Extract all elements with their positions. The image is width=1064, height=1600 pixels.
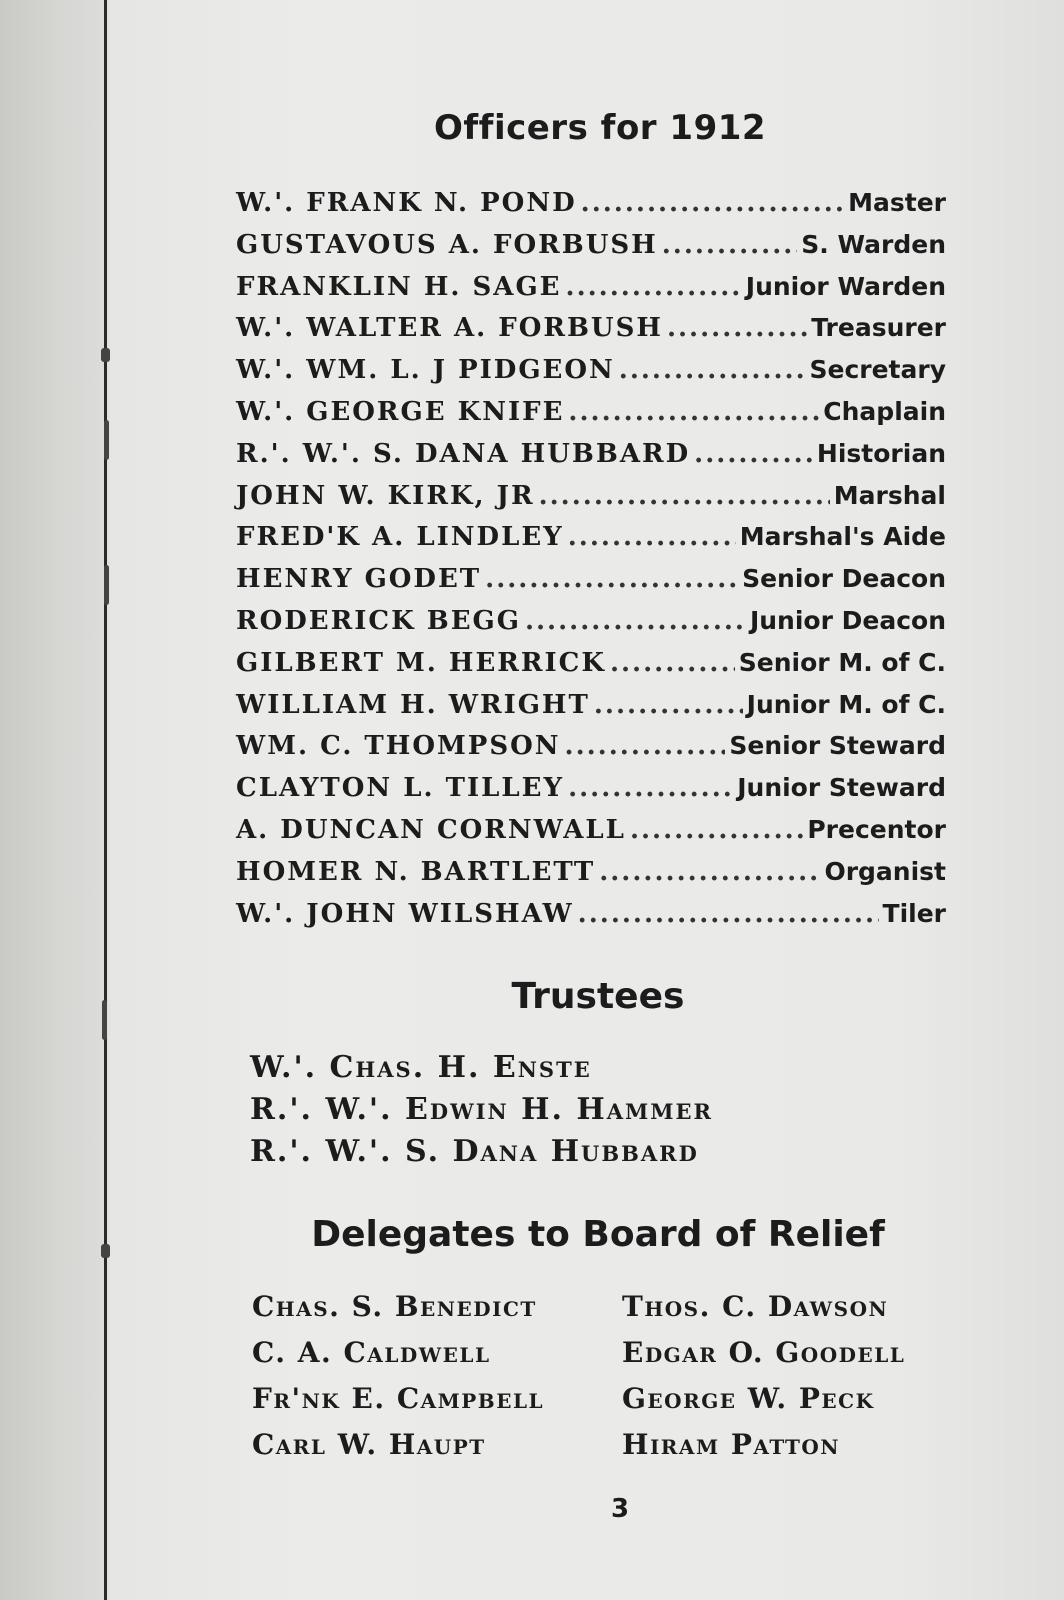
officers-list: [236, 188, 946, 940]
officer-row: [236, 481, 946, 523]
officer-row: [236, 815, 946, 857]
dot-leader: [566, 272, 742, 302]
binding-stitch: [102, 1000, 107, 1040]
officer-title: S. Warden: [801, 229, 946, 259]
officer-title: Marshal's Aide: [739, 522, 946, 552]
trustees-list: [250, 1050, 870, 1176]
officer-title: Tiler: [882, 898, 946, 928]
dot-leader: [662, 230, 798, 260]
officer-title: Chaplain: [823, 396, 946, 426]
officer-title: Master: [848, 188, 946, 217]
delegate-name: C. A. Caldwell: [252, 1336, 491, 1369]
dot-leader: [525, 606, 746, 636]
dot-leader: [610, 648, 735, 678]
officer-name: CLAYTON L. TILLEY: [236, 773, 565, 804]
officer-name: FRANKLIN H. SAGE: [236, 271, 562, 302]
officer-title: Junior Deacon: [749, 605, 946, 635]
officer-title: Marshal: [833, 480, 946, 510]
officer-title: Organist: [824, 856, 946, 886]
officer-row: [236, 773, 946, 815]
dot-leader: [568, 773, 733, 803]
dot-leader: [581, 188, 844, 218]
officer-name: W.'. GEORGE KNIFE: [236, 396, 565, 427]
officer-name: JOHN W. KIRK, JR: [236, 480, 535, 511]
trustee-name: R.'. W.'. S. Dana Hubbard: [250, 1134, 699, 1169]
binding-spine: [104, 0, 107, 1600]
dot-leader: [599, 857, 820, 887]
officer-name: W.'. WALTER A. FORBUSH: [236, 313, 663, 344]
dot-leader: [619, 355, 806, 385]
officer-title: Precentor: [807, 814, 946, 844]
officer-row: [236, 564, 946, 606]
delegates-heading: Delegates to Board of Relief: [311, 1214, 885, 1255]
delegate-name: George W. Peck: [622, 1382, 875, 1415]
delegate-name: Fr'nk E. Campbell: [252, 1382, 545, 1415]
delegate-name: Carl W. Haupt: [252, 1428, 486, 1461]
officer-name: A. DUNCAN CORNWALL: [236, 814, 626, 845]
officer-row: [236, 272, 946, 314]
officer-name: FRED'K A. LINDLEY: [236, 522, 564, 553]
binding-stitch: [104, 565, 109, 605]
dot-leader: [630, 815, 803, 845]
page-title: Officers for 1912: [433, 108, 767, 148]
officer-name: WM. C. THOMPSON: [236, 731, 561, 762]
dot-leader: [594, 690, 743, 720]
officer-row: [236, 648, 946, 690]
dot-leader: [568, 397, 819, 427]
trustee-name: W.'. Chas. H. Enste: [250, 1050, 592, 1085]
officer-title: Senior Steward: [729, 731, 946, 761]
officer-row: [236, 439, 946, 481]
officer-title: Senior Deacon: [742, 564, 946, 594]
officer-title: Treasurer: [811, 313, 946, 343]
officer-row: [236, 522, 946, 564]
officer-row: [236, 899, 946, 941]
officer-name: W.'. FRANK N. POND: [236, 188, 577, 218]
officer-row: [236, 690, 946, 732]
officer-name: GILBERT M. HERRICK: [236, 647, 606, 678]
dot-leader: [565, 731, 726, 761]
officer-row: [236, 355, 946, 397]
officer-name: RODERICK BEGG: [236, 605, 521, 636]
officer-title: Junior M. of C.: [746, 689, 946, 719]
trustees-heading: Trustees: [511, 976, 685, 1017]
officer-name: HOMER N. BARTLETT: [236, 856, 596, 887]
officer-title: Historian: [816, 438, 946, 468]
officer-title: Senior M. of C.: [738, 647, 946, 677]
delegate-name: Chas. S. Benedict: [252, 1290, 537, 1323]
officer-row: [236, 313, 946, 355]
officer-name: R.'. W.'. S. DANA HUBBARD: [236, 438, 691, 469]
trustee-name: R.'. W.'. Edwin H. Hammer: [250, 1092, 713, 1127]
delegate-name: Thos. C. Dawson: [622, 1290, 889, 1323]
delegate-name: Hiram Patton: [622, 1428, 841, 1461]
dot-leader: [667, 313, 807, 343]
officer-name: W.'. JOHN WILSHAW: [236, 898, 574, 929]
officer-name: WILLIAM H. WRIGHT: [236, 689, 590, 720]
officer-title: Junior Warden: [745, 271, 946, 301]
dot-leader: [578, 899, 879, 929]
dot-leader: [694, 439, 813, 469]
binding-stitch: [104, 420, 109, 460]
officer-title: Secretary: [809, 355, 946, 385]
officer-title: Junior Steward: [737, 773, 946, 803]
binding-stitch: [101, 348, 110, 362]
dot-leader: [568, 522, 736, 552]
page-number: 3: [610, 1494, 630, 1524]
delegates-list: [252, 1290, 972, 1474]
delegate-name: Edgar O. Goodell: [622, 1336, 906, 1369]
dot-leader: [539, 481, 830, 511]
officer-row: [236, 397, 946, 439]
binding-stitch: [101, 1244, 110, 1258]
officer-row: [236, 230, 946, 272]
officer-name: HENRY GODET: [236, 564, 482, 595]
officer-row: [236, 731, 946, 773]
officer-row: [236, 606, 946, 648]
officer-name: GUSTAVOUS A. FORBUSH: [236, 229, 658, 260]
officer-row: [236, 188, 946, 230]
officer-row: [236, 857, 946, 899]
dot-leader: [485, 564, 738, 594]
officer-name: W.'. WM. L. J PIDGEON: [236, 355, 615, 386]
